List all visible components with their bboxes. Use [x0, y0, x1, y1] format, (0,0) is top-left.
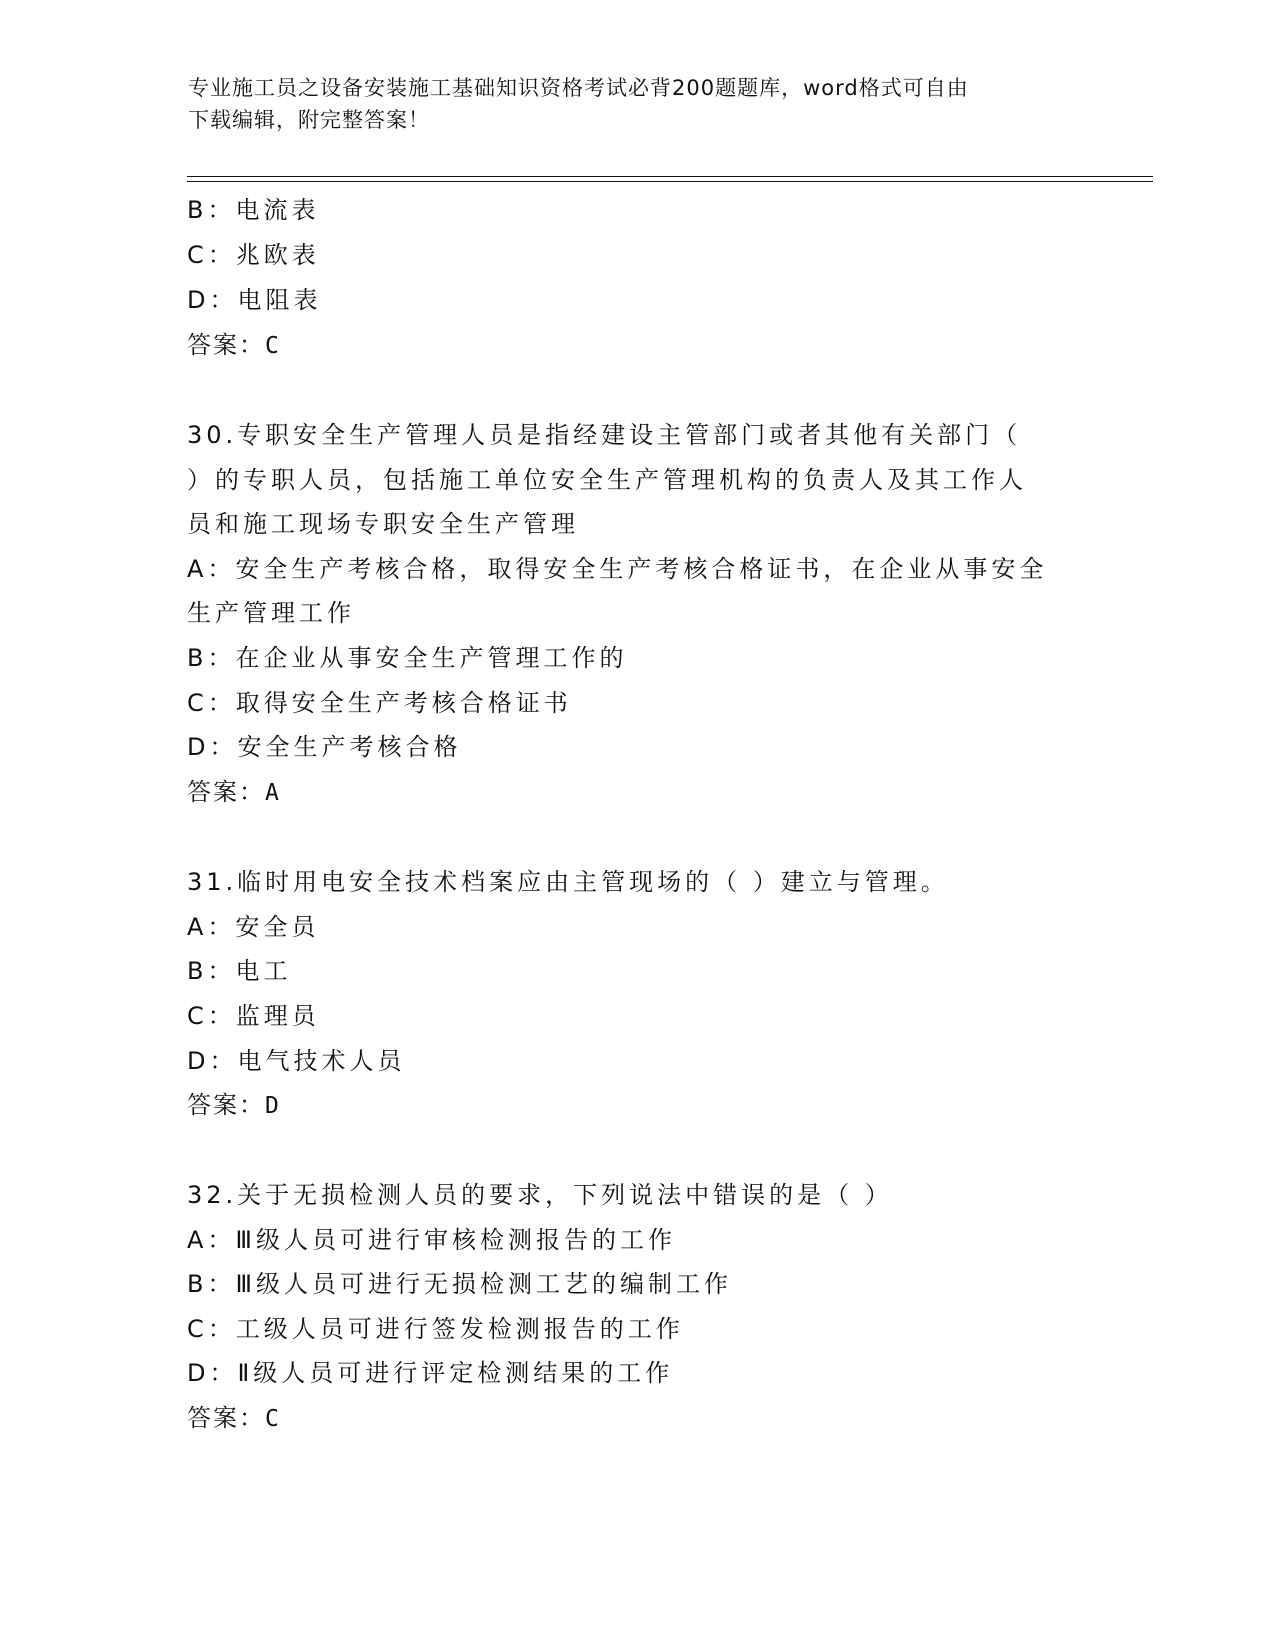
q30-stem-line-1: 30.专职安全生产管理人员是指经建设主管部门或者其他有关部门（ [187, 421, 1022, 449]
answer-value: C [265, 1406, 283, 1432]
answer-label: 答案： [187, 331, 265, 359]
q31-answer [187, 1090, 283, 1121]
document-header [188, 72, 1088, 136]
q30-option-a-cont: 生产管理工作 [187, 599, 355, 627]
answer-value: D [265, 1093, 283, 1119]
q31-option-d: D：电气技术人员 [187, 1047, 406, 1075]
prev-option-b: B：电流表 [187, 196, 320, 224]
q30-stem-line-3: 员和施工现场专职安全生产管理 [187, 510, 579, 538]
q30-option-c: C：取得安全生产考核合格证书 [187, 689, 572, 717]
q32-answer [187, 1403, 283, 1434]
q30-option-d: D：安全生产考核合格 [187, 733, 462, 761]
header-line-1: 专业施工员之设备安装施工基础知识资格考试必背200题题库，word格式可自由 [188, 76, 969, 100]
answer-value: A [265, 780, 283, 806]
header-divider-top [187, 176, 1153, 177]
q30-option-a: A：安全生产考核合格，取得安全生产考核合格证书，在企业从事安全 [187, 555, 1048, 583]
header-divider-bottom [187, 181, 1153, 182]
q31-option-a: A：安全员 [187, 913, 320, 941]
answer-label: 答案： [187, 1404, 265, 1432]
q31-stem: 31.临时用电安全技术档案应由主管现场的（ ）建立与管理。 [187, 868, 949, 896]
q30-option-b: B：在企业从事安全生产管理工作的 [187, 644, 628, 672]
q30-stem-line-2: ）的专职人员，包括施工单位安全生产管理机构的负责人及其工作人 [187, 466, 1027, 494]
header-line-2: 下载编辑，附完整答案！ [188, 108, 430, 132]
q32-option-b: B：Ⅲ级人员可进行无损检测工艺的编制工作 [187, 1270, 733, 1298]
q32-option-c: C：工级人员可进行签发检测报告的工作 [187, 1315, 684, 1343]
q32-stem: 32.关于无损检测人员的要求，下列说法中错误的是（ ） [187, 1181, 893, 1209]
q31-option-c: C：监理员 [187, 1002, 320, 1030]
q30-answer [187, 777, 283, 808]
prev-answer [187, 330, 283, 361]
prev-option-d: D：电阻表 [187, 286, 322, 314]
q31-option-b: B：电工 [187, 957, 292, 985]
answer-label: 答案： [187, 1091, 265, 1119]
answer-label: 答案： [187, 778, 265, 806]
prev-option-c: C：兆欧表 [187, 241, 320, 269]
q32-option-d: D：Ⅱ级人员可进行评定检测结果的工作 [187, 1359, 674, 1387]
q32-option-a: A：Ⅲ级人员可进行审核检测报告的工作 [187, 1226, 676, 1254]
answer-value: C [265, 333, 283, 359]
